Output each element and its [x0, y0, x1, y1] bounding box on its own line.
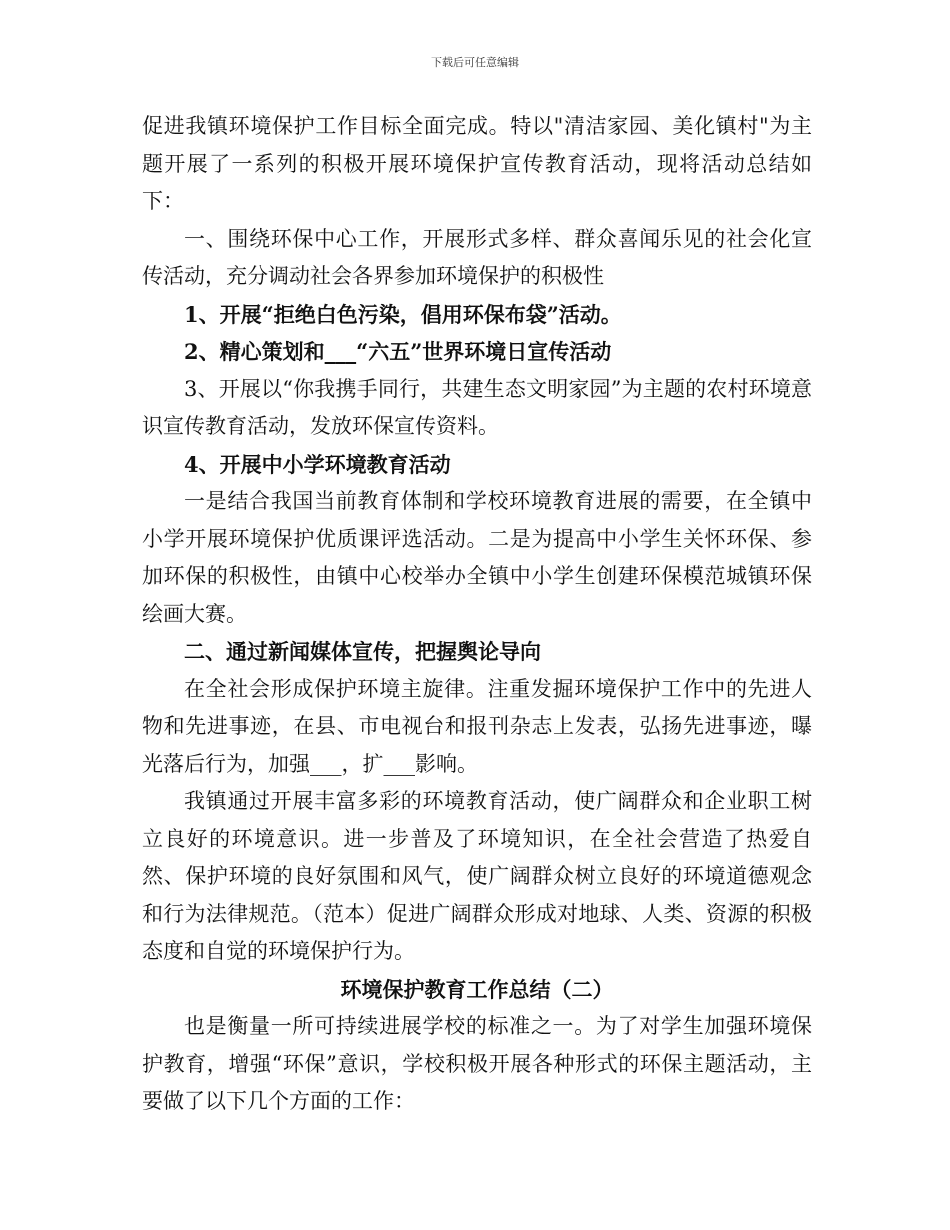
item-4-heading: 4、开展中小学环境教育活动	[184, 451, 451, 477]
item-3-paragraph: 3、开展以“你我携手同行，共建生态文明家园”为主题的农村环境意识宣传教育活动，发放环保宣传资料。	[142, 376, 812, 438]
section-two-heading: 二、通过新闻媒体宣传，把握舆论导向	[184, 639, 541, 664]
document-body	[142, 108, 812, 1121]
page-header-note: 下载后可任意编辑	[431, 56, 519, 69]
item-4-paragraph: 一是结合我国当前教育体制和学校环境教育进展的需要，在全镇中小学开展环境保护优质课评选活动。二是为提高中小学生关怀环保、参加环保的积极性，由镇中心校举办全镇中小学生创建环保模范城镇环保绘画大赛。	[142, 489, 812, 626]
part-two-intro-paragraph: 也是衡量一所可持续进展学校的标准之一。为了对学生加强环境保护教育，增强“环保”意识，学校积极开展各种形式的环保主题活动，主要做了以下几个方面的工作：	[142, 1014, 812, 1113]
summary-paragraph: 我镇通过开展丰富多彩的环境教育活动，使广阔群众和企业职工树立良好的环境意识。进一步普及了环境知识，在全社会营造了热爱自然、保护环境的良好氛围和风气，使广阔群众树立良好的环境道德观念和行为法律规范。（范本）促进广阔群众形成对地球、人类、资源的积极态度和自觉的环境保护行为。	[142, 789, 812, 963]
item-2-heading: 2、精心策划和___“六五”世界环境日宣传活动	[184, 339, 612, 364]
document-title-part-two: 环境保护教育工作总结（二）	[340, 976, 614, 1002]
section-two-paragraph: 在全社会形成保护环境主旋律。注重发掘环境保护工作中的先进人物和先进事迹，在县、市电视台和报刊杂志上发表，弘扬先进事迹，曝光落后行为，加强___，扩___影响。	[142, 676, 812, 776]
item-1-heading: 1、开展“拒绝白色污染，倡用环保布袋”活动。	[184, 301, 622, 327]
section-one-heading: 一、围绕环保中心工作，开展形式多样、群众喜闻乐见的社会化宣传活动，充分调动社会各界参加环境保护的积极性	[142, 226, 812, 288]
intro-paragraph: 促进我镇环境保护工作目标全面完成。特以"清洁家园、美化镇村"为主题开展了一系列的积极开展环境保护宣传教育活动，现将活动总结如下：	[142, 114, 812, 213]
